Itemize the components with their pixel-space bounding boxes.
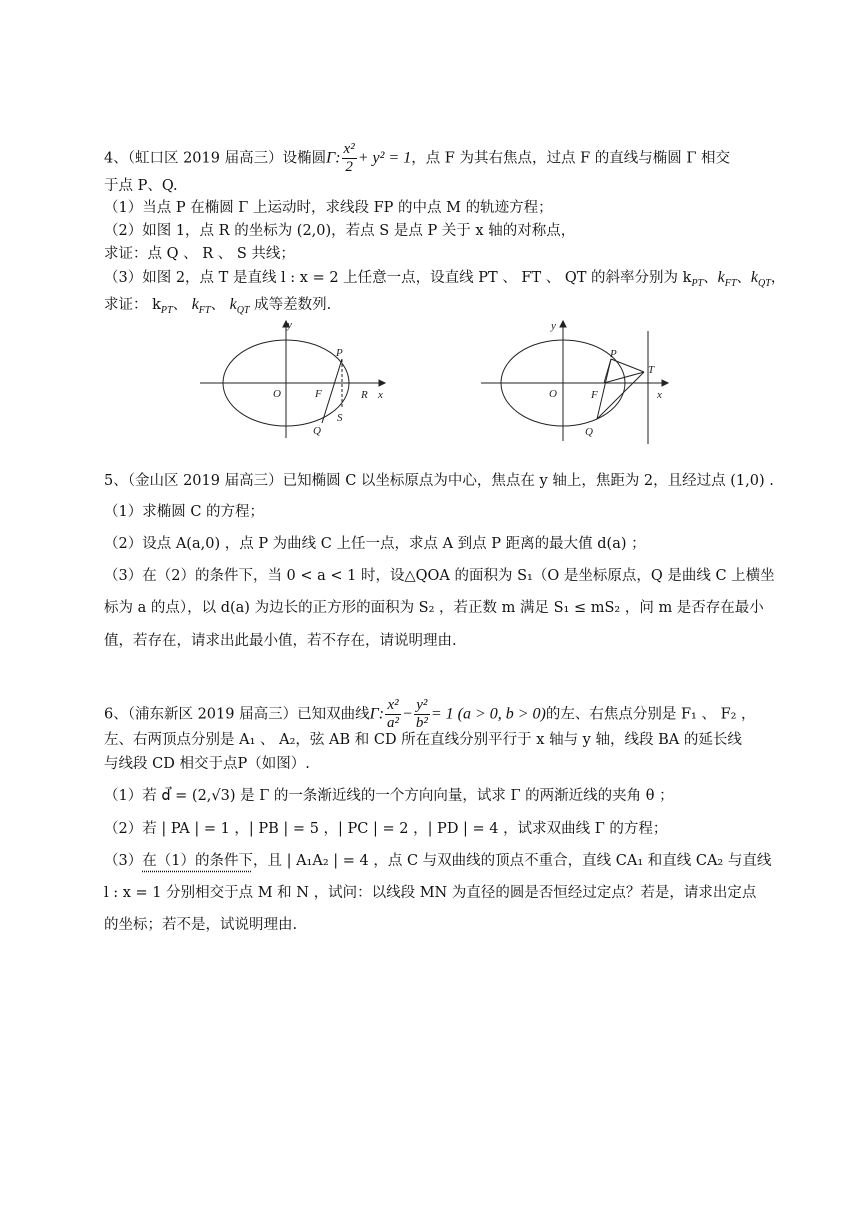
p6-line1 — [104, 697, 756, 732]
p4-eq-rest: + y² = 1 — [357, 149, 412, 167]
p6-frac2-num: y² — [414, 697, 430, 715]
p5-q3a: （3）在（2）的条件下，当 0 < a < 1 时，设△QOA 的面积为 S₁（O 是坐标原点，Q 是曲线 C 上横坐 — [104, 568, 775, 584]
p6-frac1 — [385, 697, 401, 732]
p4-q2a: （2）如图 1，点 R 的坐标为 (2,0)，若点 S 是点 P 关于 x 轴的对称点， — [104, 223, 576, 239]
p6-q3a-dotted: 在（1）的条件下 — [142, 853, 253, 869]
p6-frac2-den: b² — [415, 715, 428, 731]
fig2-label-p: P — [610, 348, 617, 360]
p6-q3c: 的坐标；若不是，试说明理由. — [104, 917, 298, 933]
p6-q3b: l : x = 1 分别相交于点 M 和 N ，试问：以线段 MN 为直径的圆是否恒经过定点？若是，请求出定点 — [104, 885, 757, 901]
p5-q2: （2）设点 A(a,0) ，点 P 为曲线 C 上任一点，求点 A 到点 P 距离的最大值 d(a) ； — [104, 536, 646, 552]
sub-qt: QT — [758, 277, 771, 289]
p5-q1: （1）求椭圆 C 的方程； — [104, 504, 265, 520]
p4-frac-den: 2 — [345, 159, 353, 175]
p4-q3b-tail: 成等差数列. — [254, 297, 332, 313]
p5-line1: 5、（金山区 2019 届高三）已知椭圆 C 以坐标原点为中心，焦点在 y 轴上，焦距为 2，且经过点 (1,0) . — [104, 473, 774, 489]
sep: 、 — [210, 297, 225, 313]
p4-q1: （1）当点 P 在椭圆 Γ 上运动时，求线段 FP 的中点 M 的轨迹方程； — [104, 200, 553, 216]
fig2-label-q: Q — [585, 426, 593, 438]
p6-prefix: 6、（浦东新区 2019 届高三）已知双曲线 — [104, 706, 370, 723]
p4-intro-tail: ，点 F 为其右焦点，过点 F 的直线与椭圆 Γ 相交 — [411, 150, 731, 167]
p4-line1 — [104, 141, 730, 176]
fig2-line-pf — [604, 359, 611, 383]
fig1-label-o: O — [273, 388, 281, 400]
p4-eq-frac — [342, 141, 357, 176]
sub-ft: FT — [724, 277, 737, 289]
fig2-label-x: x — [657, 389, 662, 401]
p4-q3a-text: （3）如图 2，点 T 是直线 l : x = 2 上任意一点，设直线 PT 、 FT 、 QT 的斜率分别为 k — [104, 270, 692, 286]
p6-q2: （2）若 | PA | = 1 ，| PB | = 5 ，| PC | = 2 ，| PD | = 4 ，试求双曲线 Γ 的方程； — [104, 821, 668, 837]
p6-minus: − — [402, 705, 413, 723]
fig1-label-x: x — [378, 389, 383, 401]
p4-q3a-tail: ， — [770, 270, 786, 286]
p6-q3a — [104, 851, 771, 871]
p5-q3c: 值，若存在，请求出此最小值，若不存在，请说明理由. — [104, 633, 457, 649]
sep: 、 — [736, 270, 751, 286]
p4-prefix: 4、（虹口区 2019 届高三）设椭圆 — [104, 150, 327, 167]
p4-q3b: 求证： $k_{PT}$、 $k_{FT}$、 $k_{QT}$ 成等差数列. — [104, 296, 332, 316]
fig1-label-s: S — [337, 412, 343, 424]
sub-pt: PT — [691, 277, 704, 289]
p5-q3b: 标为 a 的点），以 d(a) 为边长的正方形的面积为 S₂ ，若正数 m 满足 S₁ ≤ mS₂ ，问 m 是否存在最小 — [104, 600, 764, 616]
p6-q3a-post: ，且 | A₁A₂ | = 4 ，点 C 与双曲线的顶点不重合，直线 CA₁ 和直线 CA₂ 与直线 — [252, 853, 772, 869]
fig2-label-o: O — [549, 388, 557, 400]
fig1-label-q: Q — [313, 425, 321, 437]
fig1-label-p: P — [336, 347, 343, 359]
figure-1 — [195, 316, 395, 441]
p6-q3a-pre: （3） — [104, 853, 143, 869]
figure-2 — [478, 316, 678, 448]
p6-intro-tail: 的左、右焦点分别是 F₁ 、 F₂ ， — [545, 706, 756, 723]
sep: 、 — [703, 270, 718, 286]
fig2-label-y: y — [551, 320, 556, 332]
p6-frac2 — [414, 697, 430, 732]
p4-frac-num: x² — [343, 141, 355, 157]
p4-q2b: 求证：点 Q 、 R 、 S 共线； — [104, 246, 295, 262]
fig2-label-t: T — [648, 364, 655, 376]
fig1-label-r: R — [361, 389, 368, 401]
sep: 、 — [172, 297, 188, 313]
fig2-chord-pq — [597, 359, 611, 419]
fig1-label-y: y — [287, 319, 292, 331]
p4-q3b-text: 求证： k — [104, 297, 161, 313]
p4-gamma: Γ: — [326, 149, 341, 167]
fig2-x-arrow — [662, 380, 668, 386]
sub-pt: PT — [160, 304, 173, 316]
p4-line2: 于点 P、Q. — [104, 178, 178, 194]
p6-q1: （1）若 d⃗ = (2,√3) 是 Γ 的一条渐近线的一个方向向量，试求 Γ 的两渐近线的夹角 θ ； — [104, 788, 674, 804]
fig2-line-qt — [597, 372, 644, 419]
sub-ft: FT — [198, 304, 211, 316]
fig1-label-f: F — [315, 388, 322, 400]
fig2-label-f: F — [591, 389, 598, 401]
p6-line2: 左、右两顶点分别是 A₁ 、 A₂，弦 AB 和 CD 所在直线分别平行于 x 轴与 y 轴，线段 BA 的延长线 — [104, 732, 742, 748]
fig2-y-arrow — [560, 321, 566, 327]
fig1-x-arrow — [379, 380, 385, 386]
p6-gamma: Γ: — [369, 705, 385, 723]
fig2-line-pt — [611, 359, 644, 372]
p6-frac1-num: x² — [385, 697, 401, 715]
sub-qt: QT — [236, 304, 250, 316]
p6-frac1-den: a² — [387, 715, 400, 731]
p4-q3a: （3）如图 2，点 T 是直线 l : x = 2 上任意一点，设直线 PT 、 FT 、 QT 的斜率分别为 $k_{PT}$、$k_{FT}$、$k_{QT}$， — [104, 269, 786, 289]
p6-line3: 与线段 CD 相交于点P（如图）. — [104, 756, 310, 772]
p6-eq-rest: = 1 (a > 0, b > 0) — [430, 705, 546, 723]
